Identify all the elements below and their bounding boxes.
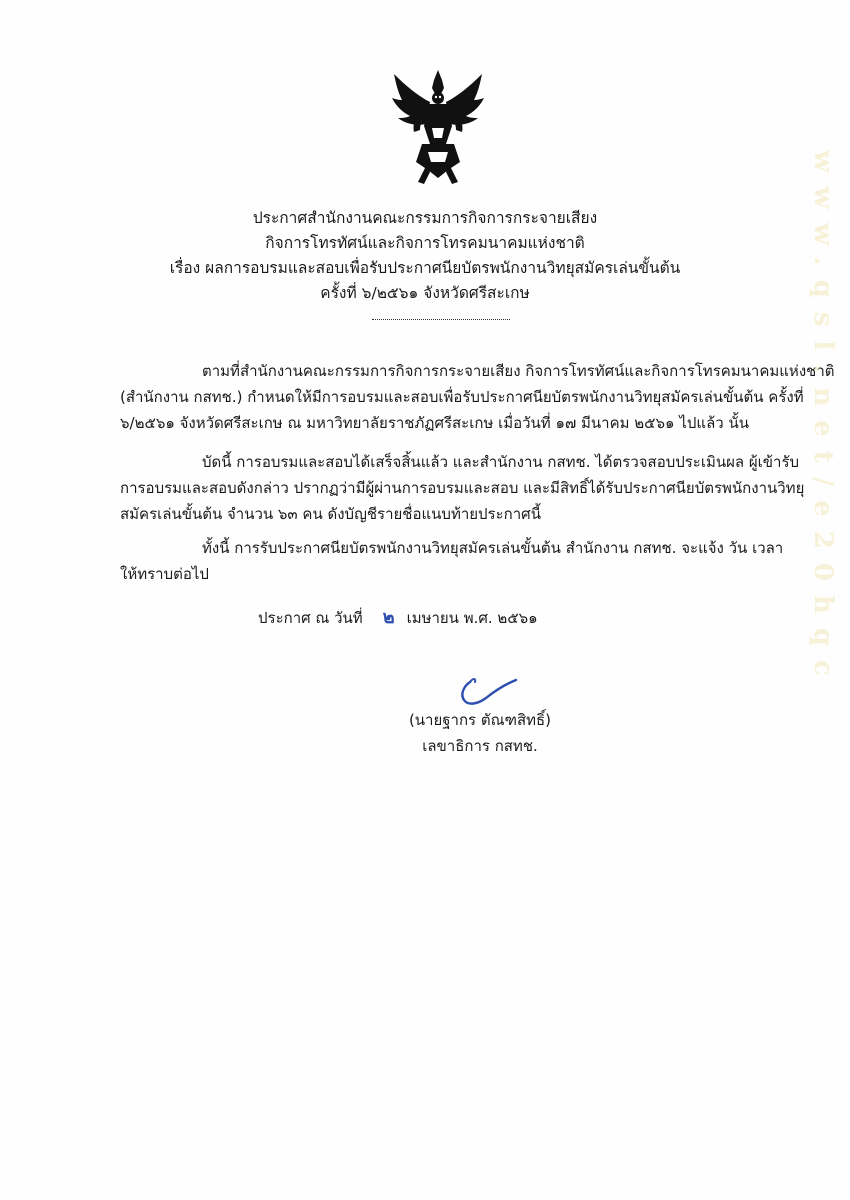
date-month-year: เมษายน พ.ศ. ๒๕๖๑	[406, 609, 538, 627]
announcement-heading	[120, 206, 730, 306]
heading-line-subject: เรื่อง ผลการอบรมและสอบเพื่อรับประกาศนียบัตรพนักงานวิทยุสมัครเล่นขั้นต้น	[169, 259, 681, 277]
signer-block	[400, 707, 560, 759]
heading-line-1: ประกาศสำนักงานคณะกรรมการกิจการกระจายเสียง	[252, 209, 598, 227]
announcement-date	[258, 605, 538, 631]
heading-line-2: กิจการโทรทัศน์และกิจการโทรคมนาคมแห่งชาติ	[265, 234, 585, 252]
paragraph-line: สมัครเล่นขั้นต้น จำนวน ๖๓ คน ดังบัญชีรายชื่อแนบท้ายประกาศนี้	[120, 505, 541, 523]
paragraph-background	[120, 358, 835, 436]
garuda-emblem-icon	[388, 66, 488, 186]
heading-line-session: ครั้งที่ ๖/๒๕๖๑ จังหวัดศรีสะเกษ	[320, 284, 530, 302]
date-day-handwritten: ๒	[382, 607, 395, 628]
signer-name: (นายฐากร ตัณฑสิทธิ์)	[408, 711, 552, 729]
paragraph-line: การอบรมและสอบดังกล่าว ปรากฏว่ามีผู้ผ่านการอบรมและสอบ และมีสิทธิ์ได้รับประกาศนียบัตรพนักงานวิทยุ	[120, 479, 805, 497]
date-prefix: ประกาศ ณ วันที่	[258, 609, 363, 627]
paragraph-line: ๖/๒๕๖๑ จังหวัดศรีสะเกษ ณ มหาวิทยาลัยราชภัฏศรีสะเกษ เมื่อวันที่ ๑๗ มีนาคม ๒๕๖๑ ไปแล้ว นั้น	[120, 414, 749, 432]
paragraph-line: ทั้งนี้ การรับประกาศนียบัตรพนักงานวิทยุสมัครเล่นขั้นต้น สำนักงาน กสทช. จะแจ้ง วัน เวลา	[202, 539, 784, 557]
heading-divider	[372, 319, 510, 320]
paragraph-line: ตามที่สำนักงานคณะกรรมการกิจการกระจายเสียง กิจการโทรทัศน์และกิจการโทรคมนาคมแห่งชาติ	[202, 362, 835, 380]
paragraph-line: ให้ทราบต่อไป	[120, 565, 209, 583]
paragraph-line: บัดนี้ การอบรมและสอบได้เสร็จสิ้นแล้ว และสำนักงาน กสทช. ได้ตรวจสอบประเมินผล ผู้เข้ารับ	[202, 453, 800, 471]
signer-title: เลขาธิการ กสทช.	[422, 737, 538, 755]
paragraph-line: (สำนักงาน กสทช.) กำหนดให้มีการอบรมและสอบเพื่อรับประกาศนียบัตรพนักงานวิทยุสมัครเล่นขั้นต้น ครั้งที่	[120, 388, 804, 406]
paragraph-notice	[120, 535, 784, 587]
paragraph-result	[120, 449, 805, 527]
side-watermark: www.qsl.net/e20hqc	[808, 150, 838, 690]
